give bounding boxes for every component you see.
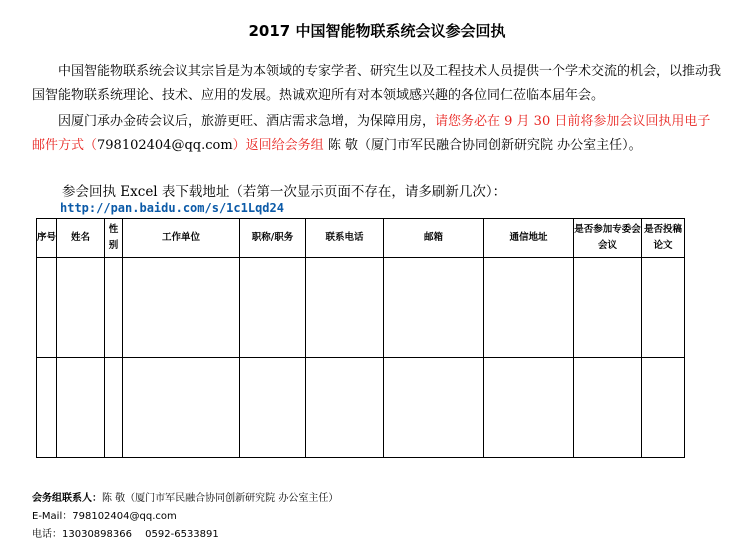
column-header: 是否参加专委会会议 [574, 219, 642, 258]
column-header: 姓名 [57, 219, 105, 258]
intro-paragraph-1: 中国智能物联系统会议其宗旨是为本领域的专家学者、研究生以及工程技术人员提供一个学术交流的机会，以推动我国智能物联系统理论、技术、应用的发展。热诚欢迎所有对本领域感兴趣的各位同仁莅临本届年会。 [32, 64, 722, 103]
table-cell[interactable] [642, 258, 685, 358]
table-cell[interactable] [484, 358, 574, 458]
column-header: 是否投稿论文 [642, 219, 685, 258]
table-header-row [37, 219, 685, 258]
table-cell[interactable] [37, 258, 57, 358]
download-label: 参会回执 Excel 表下载地址（若第一次显示页面不存在，请多刷新几次）： [62, 184, 507, 200]
table-cell[interactable] [384, 358, 484, 458]
column-header: 联系电话 [306, 219, 384, 258]
registration-table [36, 218, 685, 458]
table-cell[interactable] [484, 258, 574, 358]
column-header: 性别 [105, 219, 123, 258]
column-header: 工作单位 [123, 219, 240, 258]
page-title: 2017 中国智能物联系统会议参会回执 [248, 22, 506, 40]
p2-text-end: 陈 敬（厦门市军民融合协同创新研究院 办公室主任）。 [323, 138, 642, 153]
column-header: 邮箱 [384, 219, 484, 258]
p2-text-start: 因厦门承办金砖会议后，旅游更旺、酒店需求急增，为保障用房， [58, 114, 436, 129]
footer-phone: 电话：13030898366 0592-6533891 [32, 529, 219, 540]
table-cell[interactable] [240, 258, 306, 358]
footer-email: E-Mail：798102404@qq.com [32, 511, 177, 522]
table-cell[interactable] [574, 258, 642, 358]
table-row [37, 358, 685, 458]
return-notice: ）返回给会务组 [232, 138, 324, 153]
contact-value: 陈 敬（厦门市军民融合协同创新研究院 办公室主任） [102, 493, 339, 504]
download-link[interactable]: http://pan.baidu.com/s/1c1Lqd24 [60, 201, 284, 215]
footer-contact [32, 489, 338, 504]
contact-label: 会务组联系人： [32, 493, 102, 504]
column-header: 序号 [37, 219, 57, 258]
table-cell[interactable] [105, 258, 123, 358]
table-cell[interactable] [123, 358, 240, 458]
table-cell[interactable] [574, 358, 642, 458]
table-cell[interactable] [105, 358, 123, 458]
table-cell[interactable] [240, 358, 306, 458]
table-cell[interactable] [384, 258, 484, 358]
intro-paragraph-2 [32, 110, 722, 158]
submission-email[interactable]: 798102404@qq.com [97, 138, 233, 153]
table-row [37, 258, 685, 358]
table-cell[interactable] [306, 358, 384, 458]
table-cell[interactable] [57, 358, 105, 458]
column-header: 职称/职务 [240, 219, 306, 258]
table-cell[interactable] [642, 358, 685, 458]
column-header: 通信地址 [484, 219, 574, 258]
table-cell[interactable] [123, 258, 240, 358]
deadline-notice: 请您务必在 9 月 30 日前将参加会议回执用电子邮件方式（ [32, 114, 711, 153]
table-cell[interactable] [306, 258, 384, 358]
table-cell[interactable] [37, 358, 57, 458]
table-cell[interactable] [57, 258, 105, 358]
